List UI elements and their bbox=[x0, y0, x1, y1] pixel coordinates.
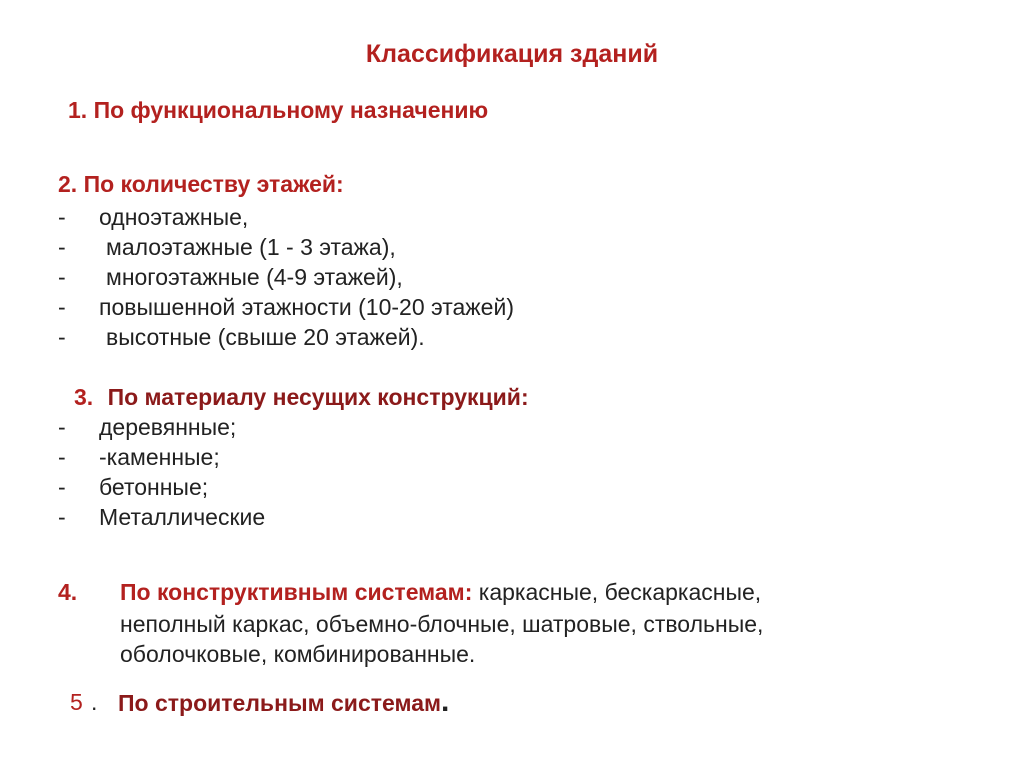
section-2-number: 2. bbox=[58, 171, 78, 197]
list-item-text: многоэтажные (4-9 этажей), bbox=[106, 264, 403, 290]
section-5-end-mark: . bbox=[441, 685, 450, 718]
bullet-dash: - bbox=[58, 504, 66, 530]
list-item-text: деревянные; bbox=[99, 414, 237, 440]
section-4-text-2: неполный каркас, объемно-блочные, шатровые, ствольные, bbox=[120, 611, 764, 637]
section-5-number: 5 bbox=[70, 689, 83, 715]
section-4-number: 4. bbox=[58, 579, 78, 605]
bullet-dash: - bbox=[58, 324, 66, 350]
list-item-text: -каменные; bbox=[99, 444, 220, 470]
section-3-title: По материалу несущих конструкций: bbox=[107, 384, 529, 410]
section-1-number: 1. bbox=[68, 97, 88, 123]
list-item-text: одноэтажные, bbox=[99, 204, 249, 230]
section-2-title: По количеству этажей: bbox=[83, 171, 344, 197]
list-item-text: малоэтажные (1 - 3 этажа), bbox=[106, 234, 396, 260]
bullet-dash: - bbox=[58, 264, 66, 290]
section-1-title: По функциональному назначению bbox=[93, 97, 489, 123]
section-4-text-1: каркасные, бескаркасные, bbox=[478, 579, 762, 605]
section-5-title: По строительным системам bbox=[118, 690, 441, 716]
section-5-separator: . bbox=[91, 689, 98, 715]
bullet-dash: - bbox=[58, 444, 66, 470]
list-item-text: бетонные; bbox=[99, 474, 209, 500]
bullet-dash: - bbox=[58, 234, 66, 260]
slide-title: Классификация зданий bbox=[365, 40, 659, 68]
section-3-number: 3. bbox=[74, 384, 94, 410]
list-item-text: Металлические bbox=[99, 504, 266, 530]
bullet-dash: - bbox=[58, 294, 66, 320]
list-item-text: повышенной этажности (10-20 этажей) bbox=[99, 294, 514, 320]
bullet-dash: - bbox=[58, 414, 66, 440]
section-1-heading bbox=[68, 96, 488, 124]
section-4-title: По конструктивным системам: bbox=[120, 579, 473, 605]
bullet-dash: - bbox=[58, 204, 66, 230]
bullet-dash: - bbox=[58, 474, 66, 500]
section-2-heading bbox=[58, 170, 344, 198]
list-item-text: высотные (свыше 20 этажей). bbox=[106, 324, 425, 350]
section-4-text-3: оболочковые, комбинированные. bbox=[120, 641, 476, 667]
section-3-heading bbox=[74, 383, 529, 411]
